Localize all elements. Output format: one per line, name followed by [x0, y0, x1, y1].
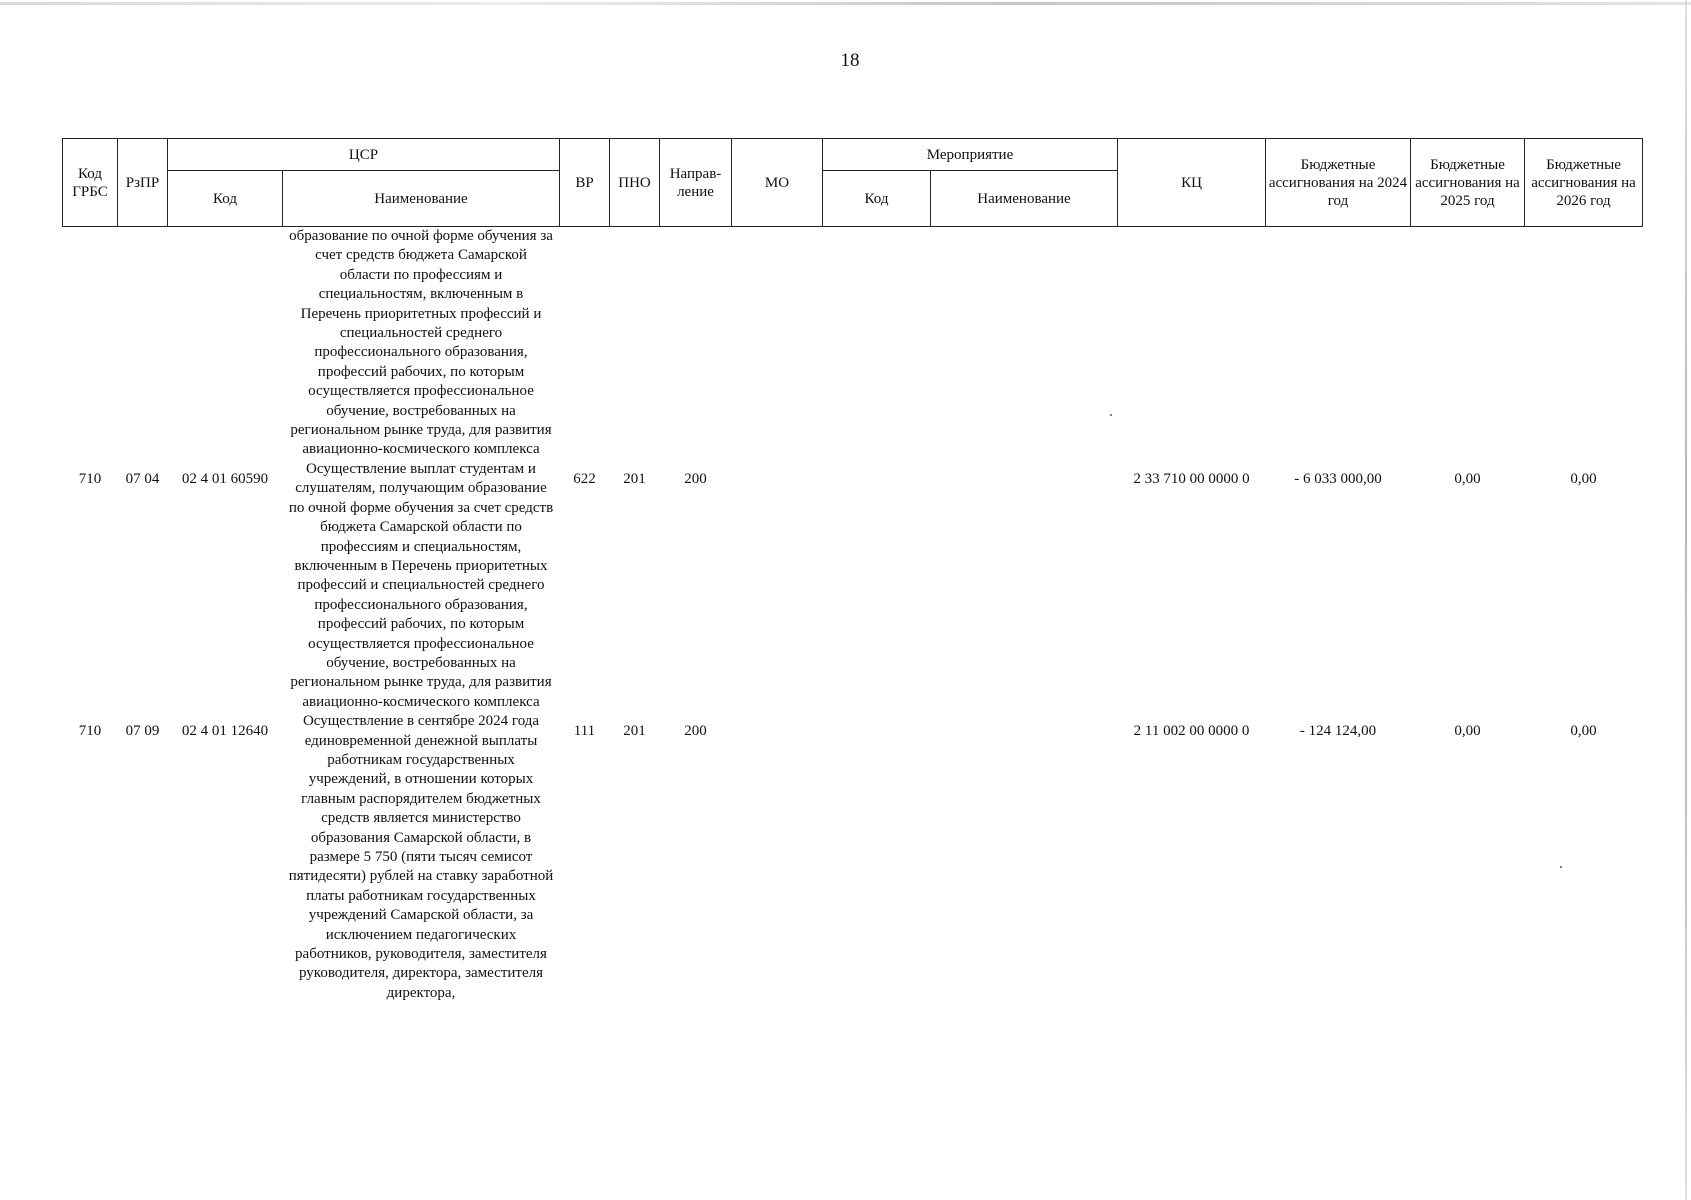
header-csr: ЦСР: [168, 139, 560, 171]
cell-2024: - 124 124,00: [1299, 723, 1377, 740]
header-event: Мероприятие: [823, 139, 1118, 171]
header-vr: ВР: [560, 139, 610, 227]
budget-table: [62, 138, 1643, 1003]
cell-direction: 200: [684, 470, 707, 487]
cell-pno: 201: [623, 470, 646, 487]
cell-csr-code: 02 4 01 12640: [181, 723, 269, 740]
header-rzpr: РзПР: [118, 139, 168, 227]
header-pno: ПНО: [610, 139, 660, 227]
cell-kc: 2 11 002 00 0000 0: [1133, 723, 1250, 740]
header-kc: КЦ: [1118, 139, 1266, 227]
scan-edge-top: [0, 2, 1691, 5]
cell-rzpr: 07 04: [125, 470, 160, 487]
cell-direction: 200: [684, 723, 707, 740]
cell-2025: 0,00: [1454, 470, 1481, 487]
header-event-code: Код: [823, 171, 931, 227]
cell-2026: 0,00: [1570, 723, 1597, 740]
cell-2026: 0,00: [1570, 470, 1597, 487]
scan-speck: [1110, 414, 1112, 416]
header-mo: МО: [732, 139, 823, 227]
header-event-name: Наименование: [931, 171, 1118, 227]
scan-speck: [1560, 866, 1562, 868]
cell-mo: [732, 712, 823, 1003]
cell-csr-code: 02 4 01 60590: [181, 470, 269, 487]
header-csr-code: Код: [168, 171, 283, 227]
cell-name: Осуществление выплат студентам и слушателям, получающим образование по очной форме обучения за счет средств бюджета Самарской области по профессиям и специальностям, включенным в Перечень приоритетных профессий и специальностей среднего профессионального образования, профессий рабочих, по которым осуществляется профессиональное обучение, востребованных на региональном рынке труда, для развития авиационно-космического комплекса: [288, 460, 554, 710]
continuation-name: образование по очной форме обучения за счет средств бюджета Самарской области по профессиям и специальностям, включенным в Перечень приоритетных профессий и специальностей среднего профессионального образования, профессий рабочих, по которым осуществляется профессиональное обучение, востребованных на региональном рынке труда, для развития авиационно-космического комплекса: [289, 228, 553, 458]
table-body: [63, 227, 1643, 1004]
cell-name: Осуществление в сентябре 2024 года единовременной денежной выплаты работникам государственных учреждений, в отношении которых главным распорядителем бюджетных средств является министерство образования Самарской области, в размере 5 750 (пяти тысяч семисот пятидесяти) рублей на ставку заработной платы работникам государственных учреждений Самарской области, за исключением педагогических работников, руководителя, заместителя руководителя, директора, заместителя директора,: [288, 713, 554, 1001]
cell-2024: - 6 033 000,00: [1294, 470, 1382, 487]
table-row-continuation: [63, 227, 1643, 460]
header-2026: Бюджетные ассигнования на 2026 год: [1525, 139, 1643, 227]
header-csr-name: Наименование: [283, 171, 560, 227]
cell-kc: 2 33 710 00 0000 0: [1133, 470, 1250, 487]
cell-vr: 622: [573, 470, 596, 487]
cell-vr: 111: [573, 723, 596, 740]
cell-rzpr: 07 09: [125, 723, 160, 740]
cell-grbs: 710: [78, 723, 102, 740]
cell-mo: [732, 460, 823, 712]
table-header: [63, 139, 1643, 227]
cell-2025: 0,00: [1454, 723, 1481, 740]
page-number: 18: [840, 50, 860, 71]
cell-grbs: 710: [78, 470, 102, 487]
table-row: [63, 460, 1643, 712]
scan-edge-right: [1685, 0, 1687, 1200]
cell-event-code: [823, 460, 931, 712]
header-2025: Бюджетные ассигнования на 2025 год: [1411, 139, 1525, 227]
cell-event-code: [823, 712, 931, 1003]
table-row: [63, 712, 1643, 1003]
cell-pno: 201: [623, 723, 646, 740]
cell-event-name: [931, 712, 1118, 1003]
header-grbs: Код ГРБС: [63, 139, 118, 227]
cell-event-name: [931, 460, 1118, 712]
header-direction: Направ-ление: [660, 139, 732, 227]
header-2024: Бюджетные ассигнования на 2024 год: [1266, 139, 1411, 227]
